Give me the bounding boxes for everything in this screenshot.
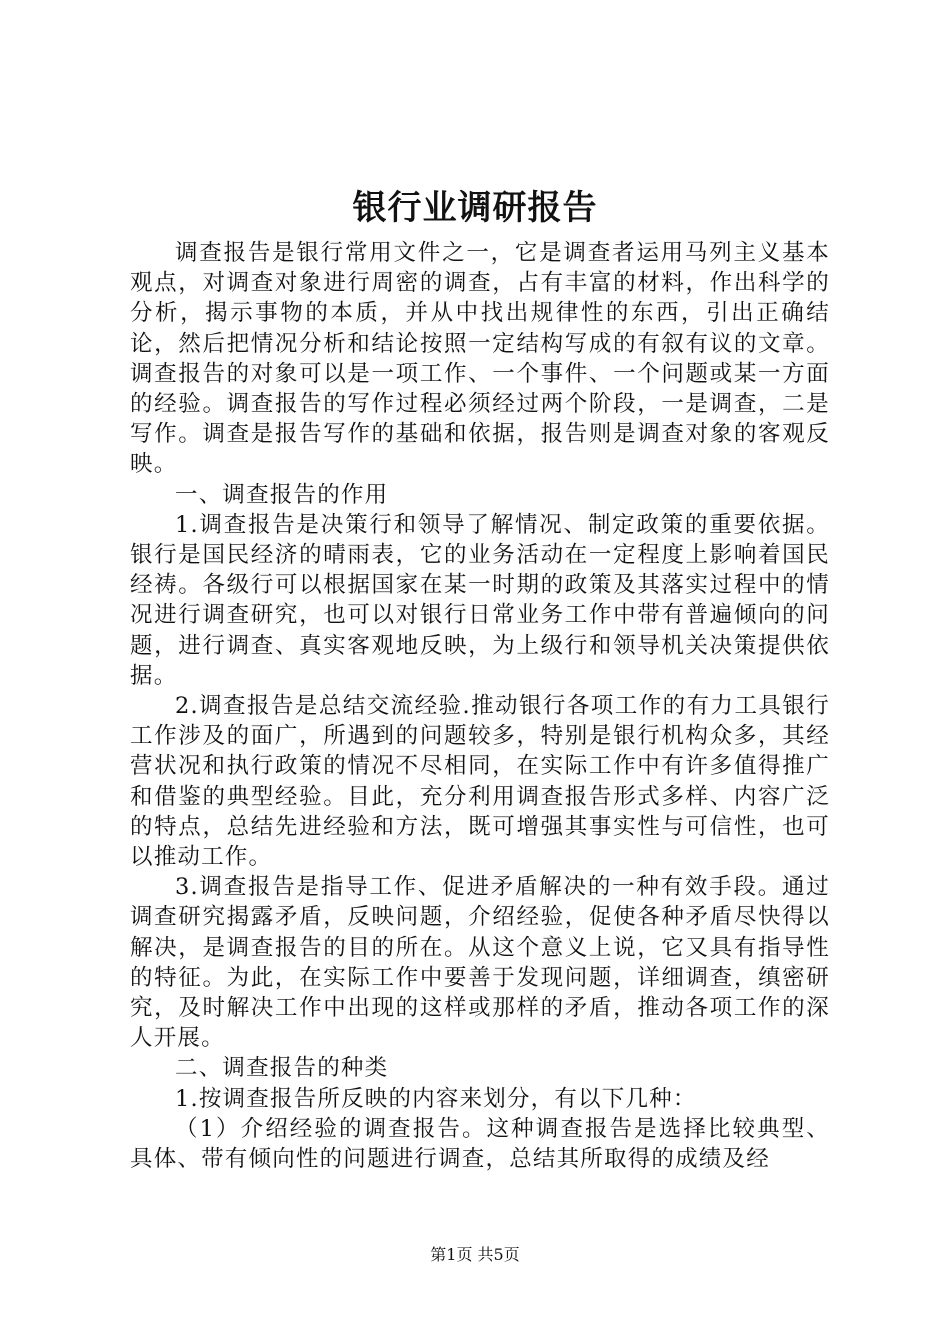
paragraph-intro: 调查报告是银行常用文件之一，它是调查者运用马列主义基本观点，对调查对象进行周密的调查，占有丰富的材料，作出科学的分析，揭示事物的本质，并从中找出规律性的东西，引出正确结论，然后把情况分析和结论按照一定结构写成的有叙有议的文章。调查报告的对象可以是一项工作、一个事件、一个问题或某一方面的经验。调查报告的写作过程必须经过两个阶段，一是调查，二是写作。调查是报告写作的基础和依据，报告则是调查对象的客观反映。 — [130, 240, 830, 478]
section-heading-role: 一、调查报告的作用 — [175, 481, 389, 508]
paragraph-role-2: 2.调查报告是总结交流经验.推动银行各项工作的有力工具银行工作涉及的面广，所遇到的问题较多，特别是银行机构众多，其经营状况和执行政策的情况不尽相同，在实际工作中有许多值得推广和借鉴的典型经验。目此，充分利用调查报告形式多样、内容广泛的特点，总结先进经验和方法，既可增强其事实性与可信性，也可以推动工作。 — [130, 693, 830, 871]
paragraph-types-1: 1.按调查报告所反映的内容来划分，有以下几种： — [175, 1085, 697, 1112]
paragraph-role-1: 1.调查报告是决策行和领导了解情况、制定政策的重要依据。银行是国民经济的晴雨表，它的业务活动在一定程度上影响着国民经祷。各级行可以根据国家在某一时期的政策及其落实过程中的情况进行调查研究，也可以对银行日常业务工作中带有普遍倾向的问题，进行调查、真实客观地反映，为上级行和领导机关决策提供依据。 — [130, 511, 830, 689]
page-footer: 第1页 共5页 — [430, 1245, 520, 1264]
paragraph-role-3: 3.调查报告是指导工作、促进矛盾解决的一种有效手段。通过调查研究揭露矛盾，反映问题，介绍经验，促使各种矛盾尽快得以解决，是调查报告的目的所在。从这个意义上说，它又具有指导性的特征。为此，在实际工作中要善于发现问题，详细调查，缜密研究，及时解决工作中出现的这样或那样的矛盾，推动各项工作的深人开展。 — [130, 874, 830, 1052]
document-title: 银行业调研报告 — [352, 188, 598, 228]
section-heading-types: 二、调查报告的种类 — [175, 1055, 389, 1082]
document-body — [130, 238, 830, 1174]
paragraph-types-1-1: （1）介绍经验的调查报告。这种调查报告是选择比较典型、具体、带有倾向性的问题进行调查，总结其所取得的成绩及经 — [130, 1115, 830, 1173]
